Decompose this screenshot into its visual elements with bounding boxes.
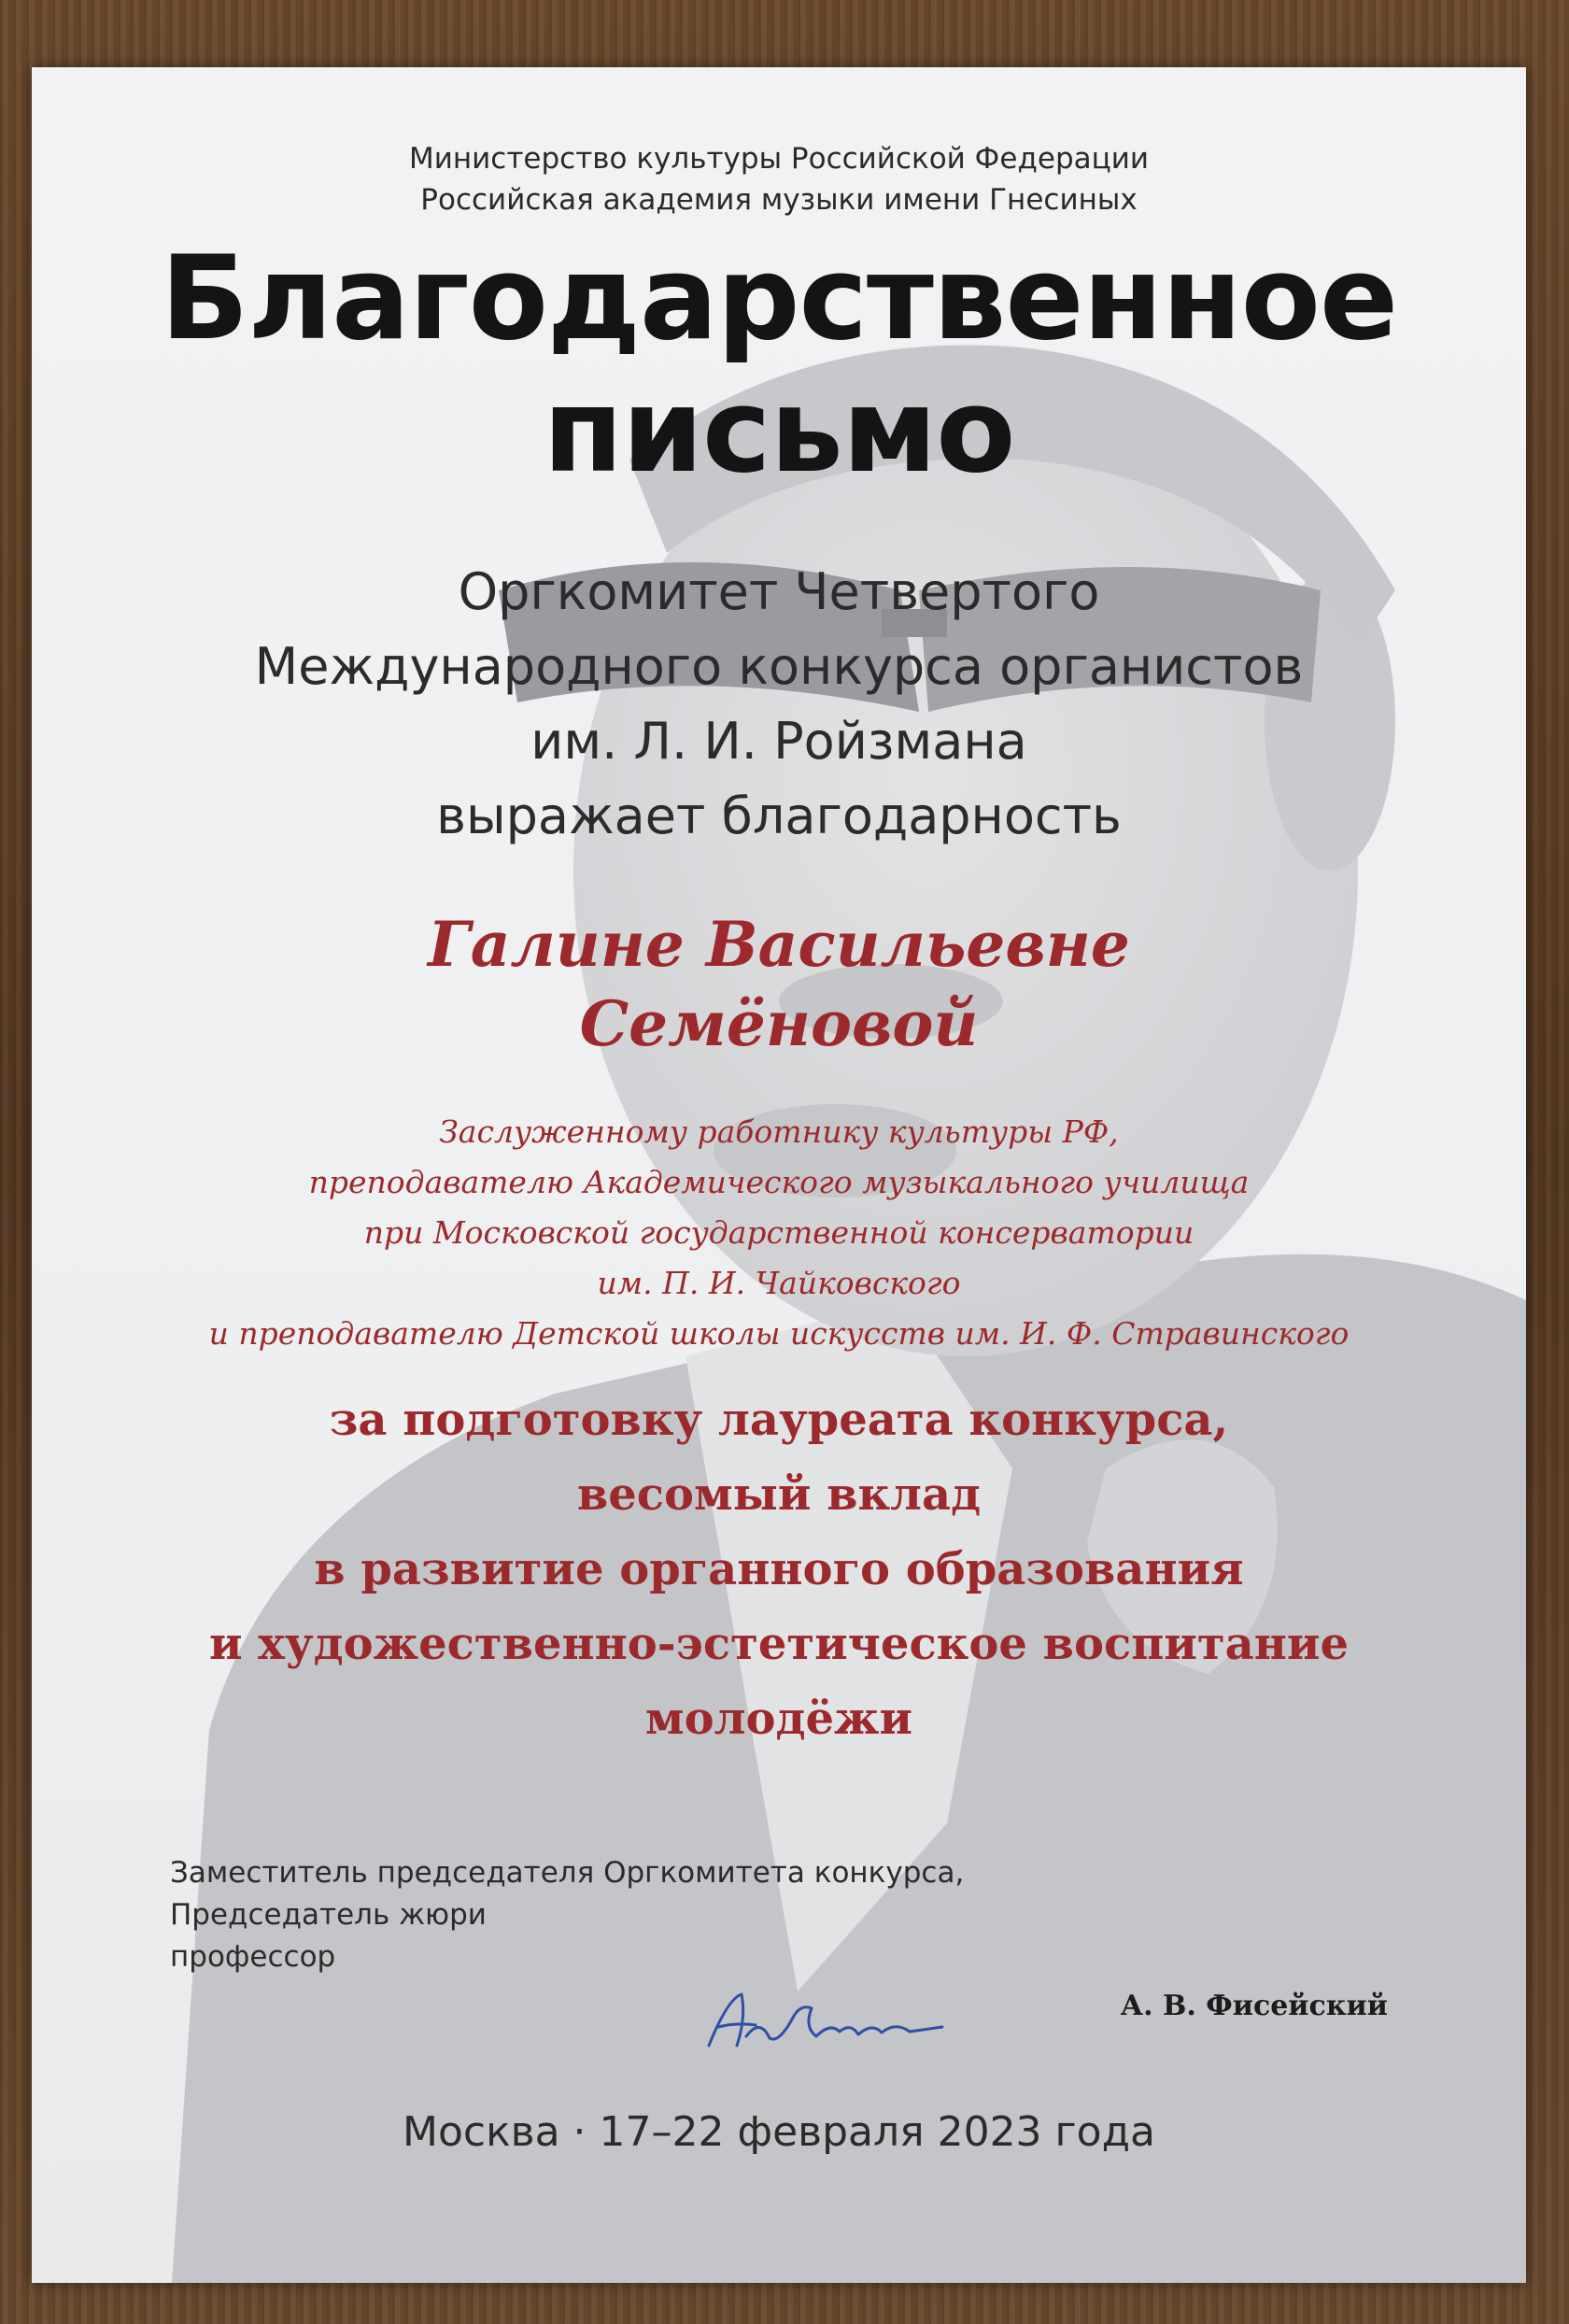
reason-line: молодёжи <box>644 1693 913 1745</box>
signer-name: А. В. Фисейский <box>1120 1990 1388 2022</box>
handwritten-signature <box>690 1980 970 2064</box>
reason-line: за подготовку лауреата конкурса, <box>329 1394 1229 1446</box>
credit-line: им. П. И. Чайковского <box>597 1265 961 1301</box>
place-and-date: Москва · 17–22 февраля 2023 года <box>403 2108 1155 2156</box>
reason-line: и художественно-эстетическое воспитание <box>208 1618 1350 1670</box>
signatory-position-2: Председатель жюри <box>170 1898 487 1932</box>
credit-line: и преподавателю Детской школы искусств им. И. Ф. Стравинского <box>208 1315 1350 1352</box>
recipient-line-2: Семёновой <box>579 987 979 1060</box>
title-line-1: Благодарственное <box>160 232 1398 366</box>
title-line-2: письмо <box>543 364 1015 499</box>
academy-line: Российская академия музыки имени Гнесиных <box>420 183 1138 217</box>
recipient-line-1: Галине Васильевне <box>428 908 1130 981</box>
reason-line: весомый вклад <box>576 1468 982 1521</box>
credit-line: преподавателю Академического музыкального училища <box>308 1164 1250 1200</box>
committee-line-3: им. Л. И. Ройзмана <box>530 712 1027 771</box>
committee-line-1: Оргкомитет Четвертого <box>458 562 1100 621</box>
credit-line: при Московской государственной консерватории <box>363 1214 1194 1251</box>
reason-line: в развитие органного образования <box>314 1543 1244 1595</box>
signatory-position-1: Заместитель председателя Оргкомитета конкурса, <box>170 1856 965 1890</box>
committee-line-2: Международного конкурса органистов <box>254 637 1304 696</box>
signatory-title: профессор <box>170 1940 336 1974</box>
committee-line-4: выражает благодарность <box>436 786 1122 845</box>
ministry-line: Министерство культуры Российской Федерации <box>408 142 1150 176</box>
certificate-sheet <box>32 67 1526 2283</box>
credit-line: Заслуженному работнику культуры РФ, <box>439 1113 1119 1150</box>
